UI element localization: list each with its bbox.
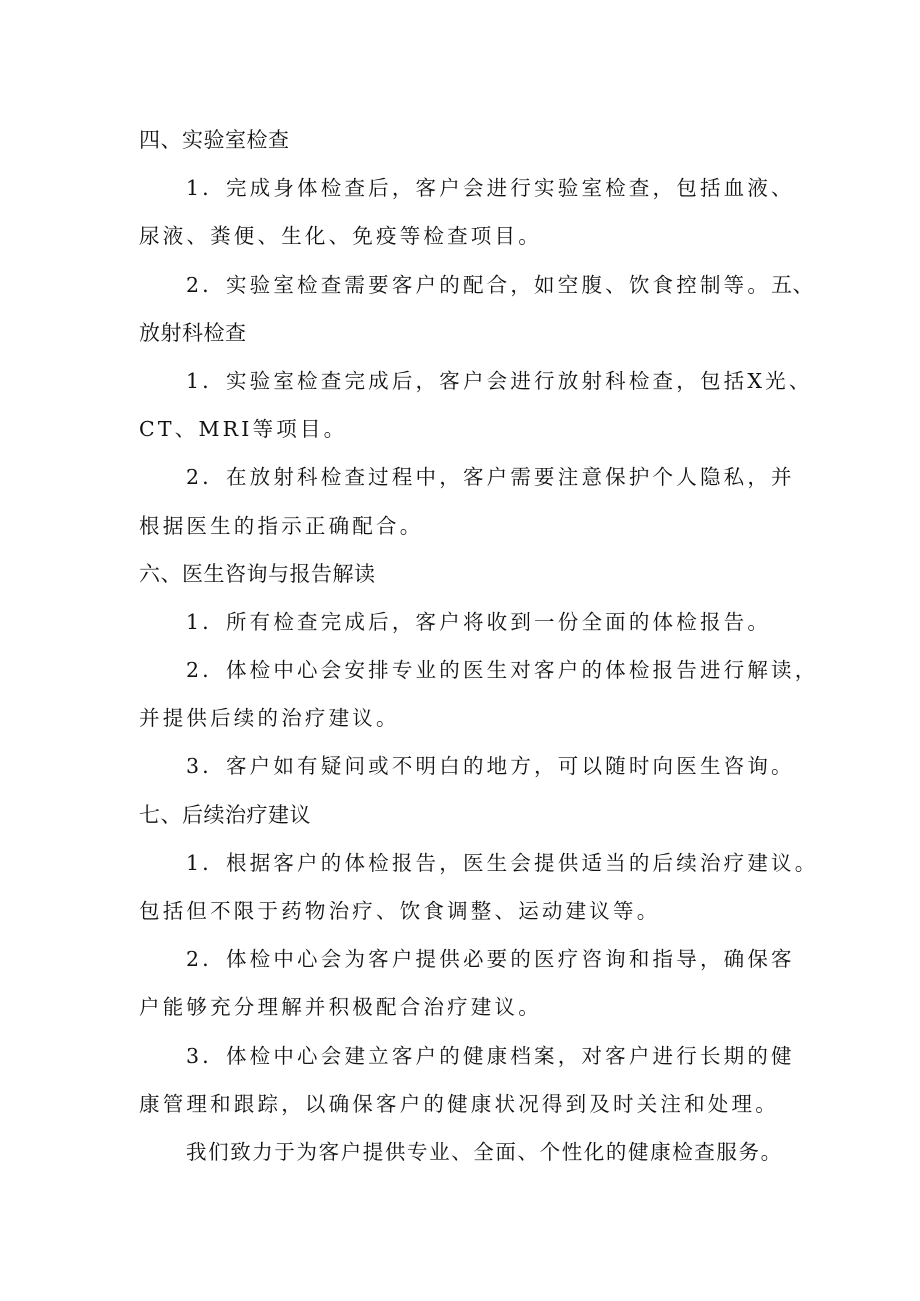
paragraph-line: 根据医生的指示正确配合。	[139, 513, 424, 538]
closing-statement: 我们致力于为客户提供专业、全面、个性化的健康检查服务。	[186, 1139, 783, 1164]
paragraph-line: 尿液、粪便、生化、免疫等检查项目。	[139, 224, 542, 249]
paragraph-text: 2．实验室检查需要客户的配合，如空腹、饮食控制等。	[186, 272, 772, 297]
paragraph-line	[139, 261, 815, 309]
paragraph-line: 2．在放射科检查过程中，客户需要注意保护个人隐私，并	[186, 465, 795, 490]
paragraph-line: 包括但不限于药物治疗、饮食调整、运动建议等。	[139, 899, 661, 923]
paragraph-line: 2．体检中心会安排专业的医生对客户的体检报告进行解读，	[186, 658, 819, 683]
paragraph-line: 2．体检中心会为客户提供必要的医疗咨询和指导，确保客	[186, 947, 795, 972]
paragraph-line: 1．完成身体检查后，客户会进行实验室检查，包括血液、	[186, 176, 795, 201]
paragraph-line: 3．客户如有疑问或不明白的地方，可以随时向医生咨询。	[186, 754, 795, 779]
paragraph-line: CT、MRI等项目。	[139, 417, 348, 442]
section-heading-followup: 七、后续治疗建议	[139, 802, 311, 827]
paragraph-line: 并提供后续的治疗建议。	[139, 706, 400, 731]
paragraph-line: 1．根据客户的体检报告，医生会提供适当的后续治疗建议。	[186, 850, 819, 875]
section-heading-lab: 四、实验室检查	[139, 128, 290, 152]
section-heading-radiology-part1: 五、	[771, 272, 815, 297]
paragraph-line: 3．体检中心会建立客户的健康档案，对客户进行长期的健	[186, 1043, 795, 1068]
section-heading-consultation: 六、医生咨询与报告解读	[139, 561, 376, 586]
document-page	[139, 116, 819, 1176]
paragraph-line: 1．所有检查完成后，客户将收到一份全面的体检报告。	[186, 609, 772, 634]
section-heading-radiology-part2: 放射科检查	[139, 320, 247, 345]
paragraph-line: 户能够充分理解并积极配合治疗建议。	[139, 995, 542, 1020]
paragraph-line: 康管理和跟踪，以确保客户的健康状况得到及时关注和处理。	[139, 1091, 779, 1116]
paragraph-line: 1．实验室检查完成后，客户会进行放射科检查，包括X光、	[186, 368, 813, 393]
